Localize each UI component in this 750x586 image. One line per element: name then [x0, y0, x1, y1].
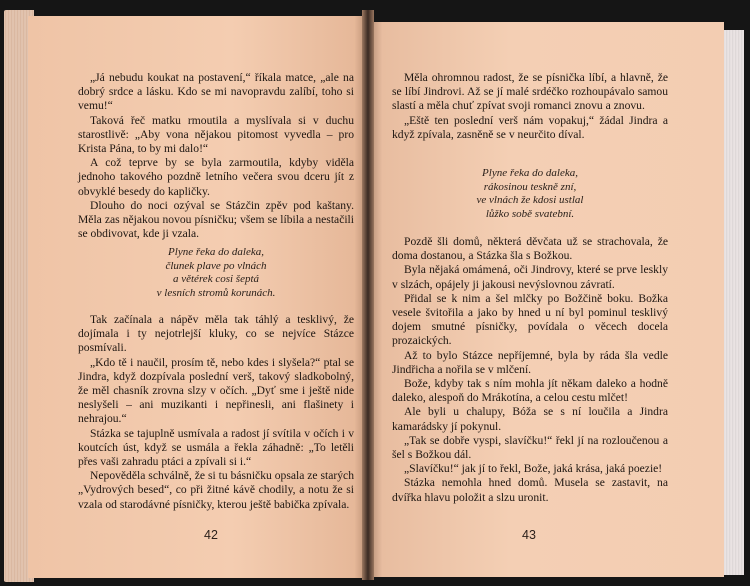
paragraph: „Slavíčku!“ jak jí to řekl, Bože, jaká krása, jaká poezie!: [404, 462, 663, 476]
paragraph: Měla ohromnou radost, že se písnička líbí, a hlavně, že se líbí Jindrovi. Až se jí malé srdéčko rozhoupávalo samou slastí a měla chuť zpívat svoji romanci znovu a znovu.: [392, 71, 668, 113]
paragraph: Ale byli u chalupy, Bóža se s ní loučila a Jindra kamarádsky jí pokynul.: [392, 405, 668, 433]
left-page-text-bottom: [78, 313, 354, 512]
poem-line: Plyne řeka do daleka,: [482, 167, 578, 179]
paragraph: „Eště ten poslední verš nám vopakuj,“ žádal Jindra a když zpívala, zasněně se v neurčito díval.: [392, 113, 668, 141]
paragraph: Bože, kdyby tak s ním mohla jít někam daleko a hodně daleko, alespoň do Mrákotína, a celou cestu mlčet!: [392, 377, 668, 405]
paragraph: Pozdě šli domů, některá děvčata už se strachovala, že doma dostanou, a Stázka šla s Božkou.: [392, 235, 668, 263]
paragraph: „Kdo tě i naučil, prosím tě, nebo kdes i slyšela?“ ptal se Jindra, když dozpívala poslední verš, takový sladkobolný, že měl chasník zrovna slzy v očích. „Dyť sme i ještě nide neslyšeli – ani muzikanti i nepřinesli, ani flašinety i nehrajou.“: [78, 355, 354, 426]
paragraph: Taková řeč matku rmoutila a myslívala si v duchu starostlivě: „Aby vona nějakou pitomost vyvedla – pro Krista Pána, to by mi dalo!“: [78, 113, 354, 156]
paragraph: Nepověděla schválně, že si tu básničku opsala ze starých „Vydrových besed“, co při žitné kávě chodily, a notu že si vzala od starodávné písničky, kterou ještě babička zpívala.: [78, 469, 354, 511]
poem-line: v lesních stromů korunách.: [156, 286, 276, 299]
page-number-left: 42: [204, 528, 218, 542]
paragraph: Až to bylo Stázce nepříjemné, byla by ráda šla vedle Jindřicha a nořila se v mlčení.: [392, 348, 668, 376]
right-page-edges: [722, 30, 744, 575]
poem-line: ve vlnách že kdosi ustlal: [476, 194, 584, 207]
paragraph: Tak začínala a nápěv měla tak táhlý a tesklivý, že dojímala i ty nejotrlejší kluky, co se nejvíce Stázce posmívali.: [78, 313, 354, 355]
right-poem: [392, 167, 668, 221]
paragraph: Stázka se tajuplně usmívala a radost jí svítila v očích i v koutcích úst, když se usmála a řekla záhadně: „To letěli přes vaši zahradu ptáci a zpívali si i.“: [78, 426, 354, 469]
paragraph: Byla nějaká omámená, oči Jindrovy, které se prve leskly v slzách, opájely ji jakousi nevýslovnou závratí.: [392, 263, 668, 291]
paragraph: Stázka nemohla hned domů. Musela se zastavit, na dvířka hlavu položit a slzu uronit.: [392, 476, 668, 504]
poem-line: člunek plave po vlnách: [165, 259, 267, 272]
right-page-text-bottom: [392, 235, 668, 505]
right-page-text-top: [392, 71, 668, 142]
book-gutter: [362, 10, 374, 580]
left-poem: [78, 246, 354, 300]
poem-line: lůžko sobě svatební.: [485, 207, 575, 220]
poem-line: rákosinou teskně zní,: [483, 180, 577, 193]
page-number-right: 43: [522, 528, 536, 542]
paragraph: „Tak se dobře vyspi, slavíčku!“ řekl jí na rozloučenou a šel s Božkou dál.: [392, 433, 668, 462]
paragraph: A což teprve by se byla zarmoutila, kdyby viděla jednoho takového pozdně letního večera svou dceru jít z obvyklé besedy do kapličky.: [78, 156, 354, 198]
poem-line: Plyne řeka do daleka,: [168, 246, 264, 258]
paragraph: Přidal se k nim a šel mlčky po Božčině boku. Božka vesele švitořila a jako by hned u ní byl pominul tesklivý dojem smutné písničky, povídala o věcech docela prozaických.: [392, 291, 668, 348]
paragraph: „Já nebudu koukat na postavení,“ říkala matce, „ale na dobrý srdce a lásku. Kdo se mi navopravdu zalíbí, toho si vemu!“: [78, 71, 354, 113]
paragraph: Dlouho do noci ozýval se Stázčin zpěv pod kaštany. Měla zas nějakou novou písničku; všem se líbila a nestačili se obdivovat, kde ji vzala.: [78, 198, 354, 241]
poem-line: a větérek cosi šeptá: [172, 273, 260, 286]
left-page-text-top: [78, 71, 354, 241]
